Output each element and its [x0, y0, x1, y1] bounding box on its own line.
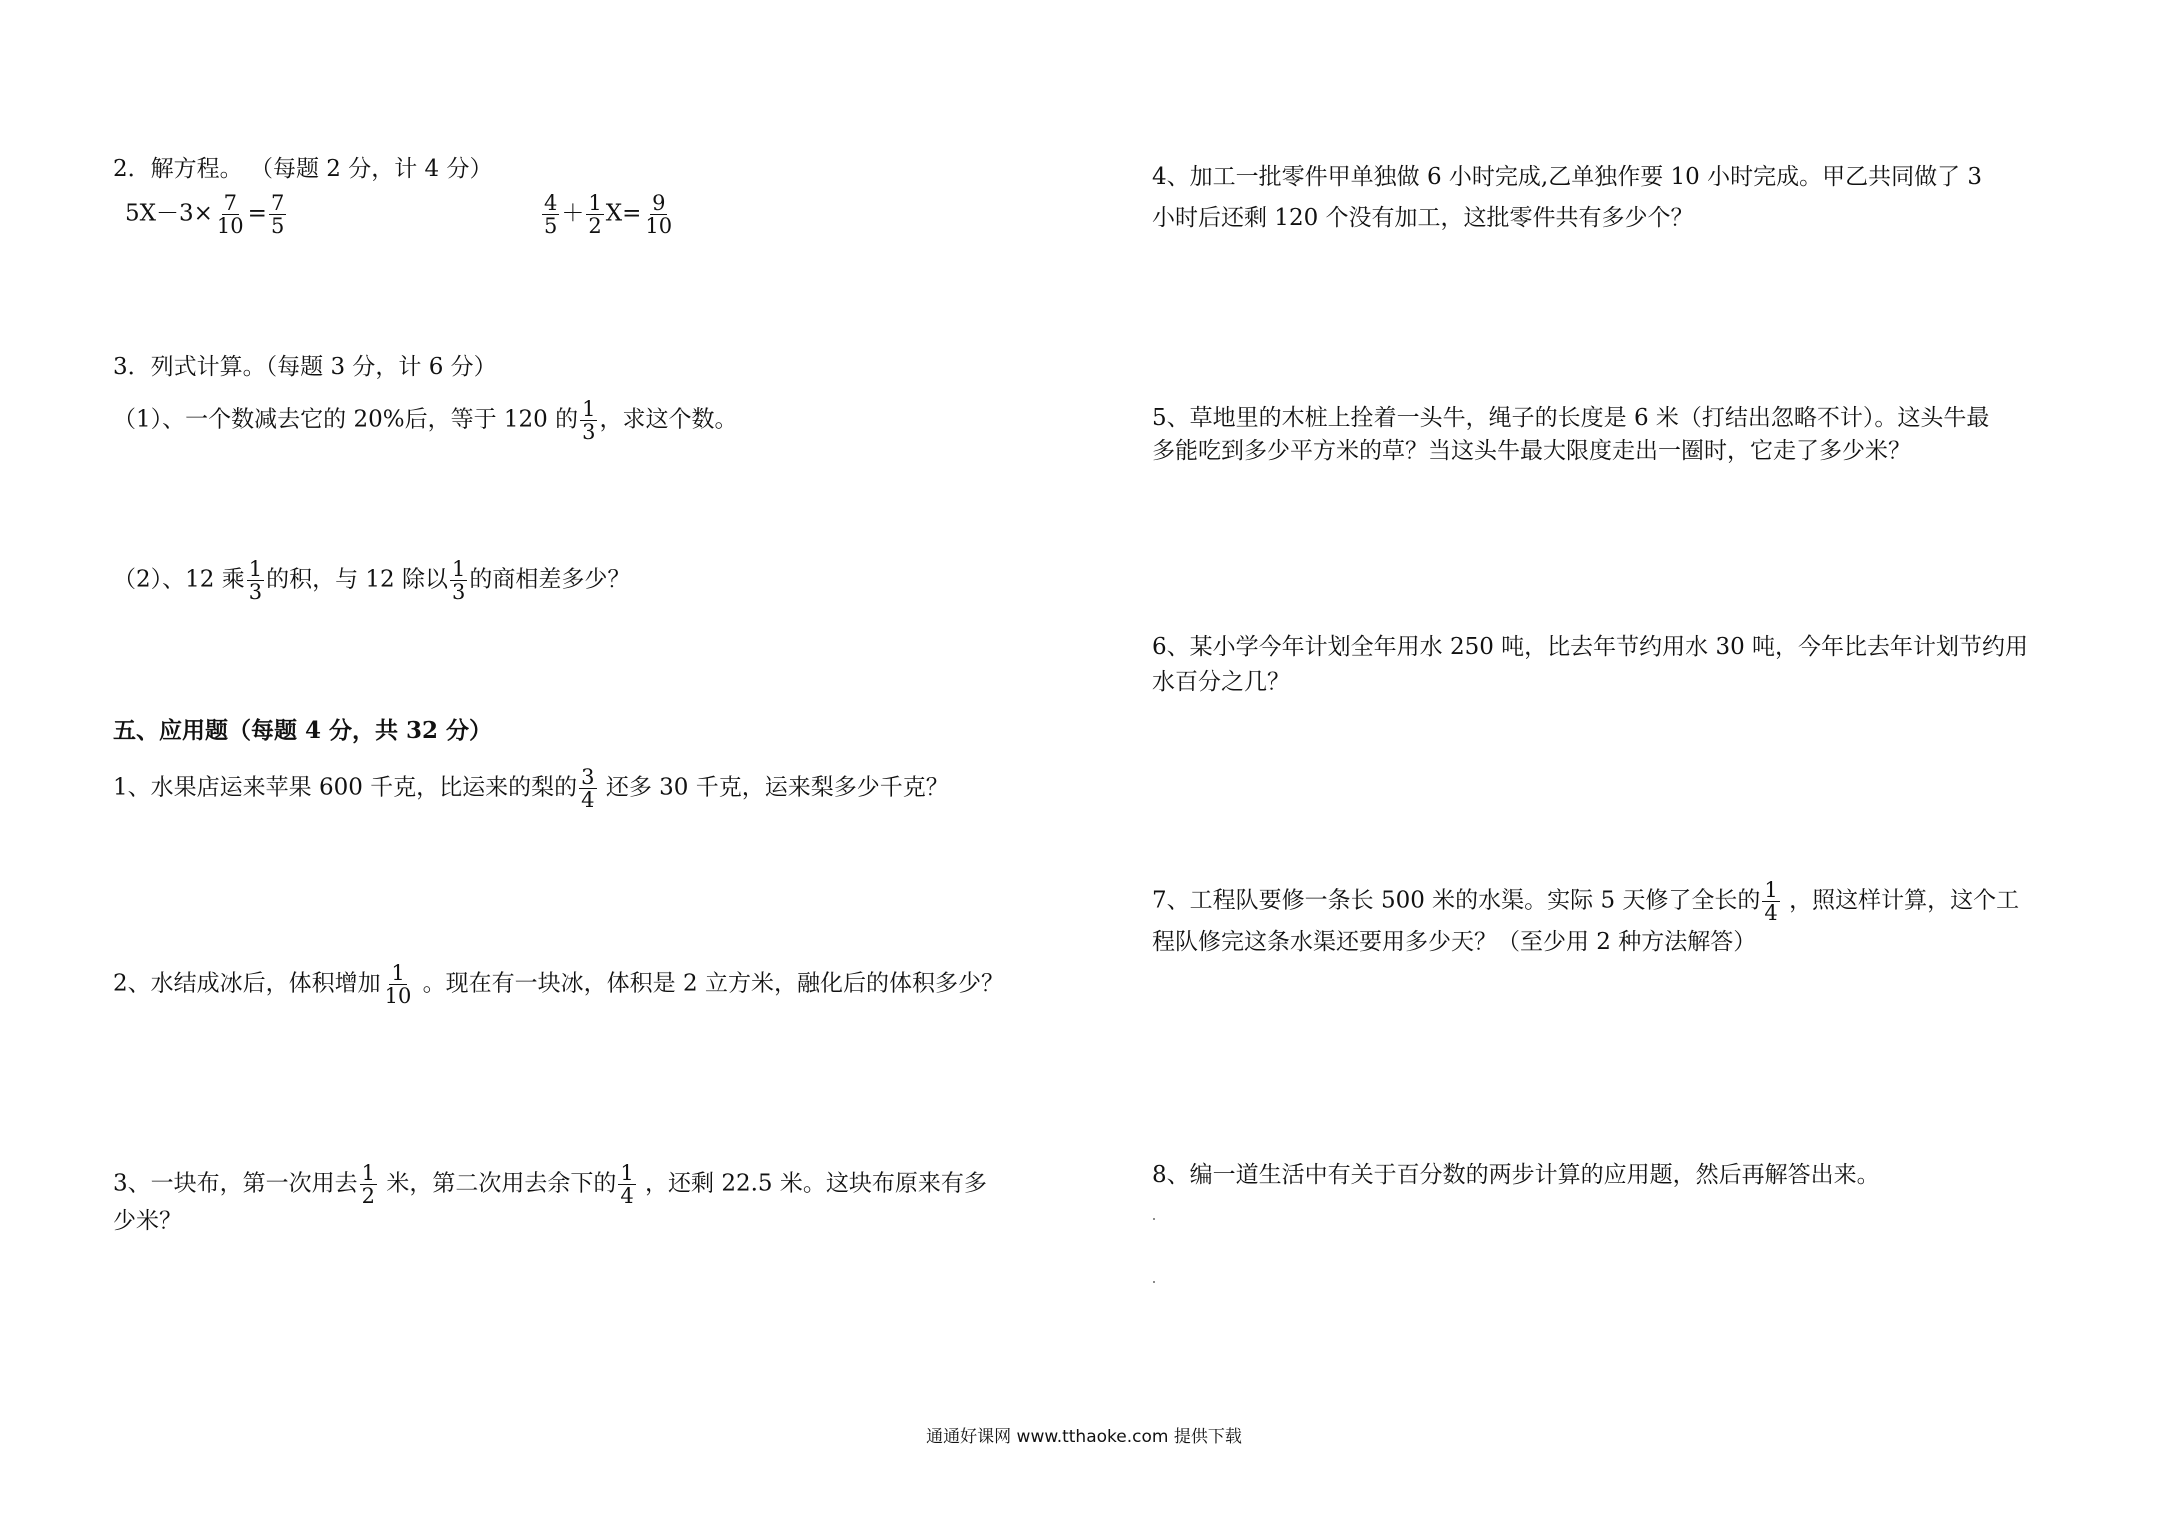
- application-question-8: 8、编一道生活中有关于百分数的两步计算的应用题，然后再解答出来。: [1152, 1162, 1880, 1188]
- fraction: $\frac{1}{4}$: [1764, 878, 1778, 925]
- application-question-5-line-2: 多能吃到多少平方米的草？当这头牛最大限度走出一圈时，它走了多少米？: [1152, 438, 1911, 464]
- q2-equation-2: $\frac{4}{5}$ ＋ $\frac{1}{2}$ X= $\frac{9}{10}$: [544, 191, 673, 238]
- q3-part-2: （2）、12 乘 $\frac{1}{3}$ 的积，与 12 除以 $\frac{1}{3}$ 的商相差多少？: [113, 557, 631, 604]
- scan-speck: [1153, 1218, 1155, 1220]
- q3-part-1: （1）、一个数减去它的 20%后，等于 120 的 $\frac{1}{3}$ ，求这个数。: [113, 397, 738, 444]
- scan-speck: [1153, 1281, 1155, 1283]
- application-question-6: 6、某小学今年计划全年用水 250 吨，比去年节约用水 30 吨，今年比去年计划节约用: [1152, 634, 2029, 660]
- fraction: $\frac{1}{2}$: [361, 1161, 376, 1208]
- q3-heading: 3．列式计算。（每题 3 分，计 6 分）: [113, 354, 497, 380]
- application-question-7-line-2: 程队修完这条水渠还要用多少天？（至少用 2 种方法解答）: [1152, 929, 1757, 955]
- application-question-3: 3、一块布，第一次用去 $\frac{1}{2}$ 米，第二次用去余下的 $\frac{1}{4}$ ，还剩 22.5 米。这块布原来有多: [113, 1161, 987, 1208]
- application-question-2: 2、水结成冰后，体积增加 $\frac{1}{10}$ 。现在有一块冰，体积是 2 立方米，融化后的体积多少？: [113, 961, 1004, 1008]
- q2-heading: 2．解方程。 （每题 2 分，计 4 分）: [113, 156, 493, 182]
- footer-credit: 通通好课网 www.tthaoke.com 提供下载: [926, 1427, 1242, 1447]
- fraction: $\frac{7}{5}$: [270, 191, 285, 238]
- fraction: $\frac{3}{4}$: [581, 765, 595, 812]
- application-question-7: 7、工程队要修一条长 500 米的水渠。实际 5 天修了全长的 $\frac{1}{4}$ ，照这样计算，这个工: [1152, 878, 2020, 925]
- fraction: $\frac{1}{3}$: [248, 557, 263, 604]
- application-question-1: 1、水果店运来苹果 600 千克，比运来的梨的 $\frac{3}{4}$ 还多 30 千克，运来梨多少千克？: [113, 765, 949, 812]
- fraction: $\frac{1}{10}$: [384, 961, 412, 1008]
- fraction: $\frac{1}{4}$: [620, 1161, 634, 1208]
- fraction: $\frac{1}{3}$: [582, 397, 596, 444]
- section-5-heading: 五、应用题（每题 4 分，共 32 分）: [113, 717, 493, 744]
- fraction: $\frac{4}{5}$: [544, 191, 558, 238]
- fraction: $\frac{1}{3}$: [451, 557, 466, 604]
- fraction: $\frac{7}{10}$: [216, 191, 244, 238]
- q2-equation-1: 5X－3× $\frac{7}{10}$ = $\frac{7}{5}$: [125, 191, 285, 238]
- application-question-4-line-2: 小时后还剩 120 个没有加工，这批零件共有多少个？: [1152, 205, 1694, 231]
- fraction: $\frac{1}{2}$: [588, 191, 602, 238]
- application-question-4: 4、加工一批零件甲单独做 6 小时完成,乙单独作要 10 小时完成。甲乙共同做了 3: [1152, 164, 1983, 190]
- application-question-3-line-2: 少米？: [113, 1208, 182, 1234]
- application-question-5: 5、草地里的木桩上拴着一头牛，绳子的长度是 6 米（打结出忽略不计）。这头牛最: [1152, 405, 1990, 431]
- fraction: $\frac{9}{10}$: [645, 191, 673, 238]
- application-question-6-line-2: 水百分之几？: [1152, 669, 1290, 695]
